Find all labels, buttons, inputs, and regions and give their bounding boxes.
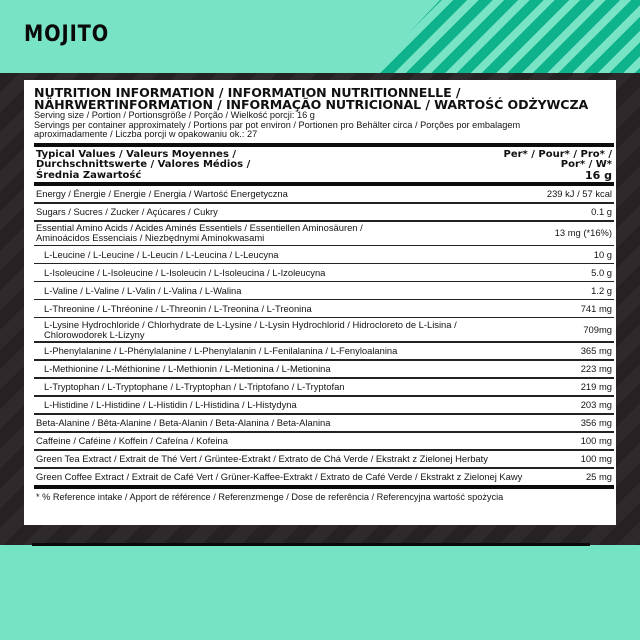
header-right-line: Per* / Pour* / Pro* /	[503, 148, 612, 160]
row-value: 203 mg	[580, 399, 612, 411]
row-label: L-Isoleucine / L-Isoleucine / L-Isoleucin / L-Isoleucina / L-Izoleucyna	[44, 266, 326, 278]
header-right-line: Por* / W*	[560, 159, 612, 171]
decorative-stripes	[340, 0, 640, 74]
servings-per-container-line1: Servings per container approximately / Portions par pot environ / Portionen pro Behälter circa / Porções por embalagem	[34, 119, 521, 130]
header-left-line: Durchschnittswerte / Valores Médios /	[36, 159, 251, 171]
table-row	[34, 282, 614, 299]
row-value: 0.1 g	[591, 206, 612, 218]
nutrition-label	[24, 80, 616, 525]
row-value: 709mg	[583, 323, 612, 335]
table-row	[34, 343, 614, 360]
header-left-line: Średnia Zawartość	[36, 169, 142, 181]
row-label	[36, 320, 457, 340]
row-value: 5.0 g	[591, 266, 612, 278]
row-value: 25 mg	[585, 471, 612, 483]
row-label: Sugars / Sucres / Zucker / Açúcares / Cukry	[36, 206, 218, 218]
table-row	[34, 397, 614, 414]
row-label-line: L-Lysine Hydrochloride / Chlorhydrate de L-Lysine / L-Lysin Hydrochlorid / Hidrocloreto de L-Lisina /	[44, 318, 457, 330]
row-label: L-Valine / L-Valine / L-Valin / L-Valina / L-Walina	[44, 284, 242, 296]
table-row	[34, 246, 614, 263]
reference-intake-footnote: * % Reference intake / Apport de référence / Referenzmenge / Dose de referência / Referencyjna wartość spożycia	[36, 492, 504, 503]
table-row	[34, 264, 614, 281]
table-row	[34, 186, 614, 203]
row-value: 741 mg	[580, 302, 612, 314]
row-label: Green Tea Extract / Extrait de Thé Vert / Grüntee-Extrakt / Extrato de Chá Verde / Ekstrakt z Zielonej Herbaty	[36, 453, 488, 465]
row-label: L-Methionine / L-Méthionine / L-Methionin / L-Metionina / L-Metionina	[44, 363, 331, 375]
table-row	[34, 300, 614, 317]
row-label: Green Coffee Extract / Extrait de Café Vert / Grüner-Kaffee-Extrakt / Extrato de Café Verde / Ekstrakt z Zielonej Kawy	[36, 471, 523, 483]
row-value: 239 kJ / 57 kcal	[546, 188, 612, 200]
servings-per-container-line2: aproximadamente / Liczba porcji w opakowaniu ok.: 27	[34, 129, 258, 140]
row-label-line: Essential Amino Acids / Acides Aminés Essentiels / Essentiellen Aminosäuren /	[36, 222, 363, 234]
row-label: Caffeine / Caféine / Koffein / Cafeína / Kofeina	[36, 435, 228, 447]
table-row	[34, 433, 614, 450]
table-row	[34, 222, 614, 245]
table-row	[34, 318, 614, 341]
flavor-banner	[0, 0, 640, 74]
row-label: L-Histidine / L-Histidine / L-Histidin / L-Histidina / L-Histydyna	[44, 399, 297, 411]
row-value: 13 mg (*16%)	[554, 227, 612, 239]
row-label-line: Chlorowodorek L-Lizyny	[44, 328, 145, 340]
serving-size: Serving size / Portion / Portionsgröße / Porção / Wielkość porcji: 16 g	[34, 110, 315, 120]
header-left-line: Typical Values / Valeurs Moyennes /	[36, 148, 237, 160]
table-row	[34, 415, 614, 432]
row-label: L-Phenylalanine / L-Phénylalanine / L-Phenylalanin / L-Fenilalanina / L-Fenyloalanina	[44, 345, 398, 357]
nutrition-table	[34, 143, 614, 506]
row-value: 365 mg	[580, 345, 612, 357]
row-label: L-Tryptophan / L-Tryptophane / L-Tryptophan / L-Triptofano / L-Tryptofan	[44, 381, 345, 393]
row-value: 356 mg	[580, 417, 612, 429]
row-value: 219 mg	[580, 381, 612, 393]
row-value: 100 mg	[580, 435, 612, 447]
row-label-line: Aminoácidos Essenciais / Niezbędnymi Aminokwasami	[36, 232, 265, 244]
row-value: 1.2 g	[591, 284, 612, 296]
row-label	[36, 223, 363, 243]
label-heading-line2: NÄHRWERTINFORMATION / INFORMAÇÃO NUTRICIONAL / WARTOŚĆ ODŻYWCZA	[34, 96, 589, 112]
table-row	[34, 451, 614, 468]
label-heading-line1: NUTRITION INFORMATION / INFORMATION NUTRITIONNELLE /	[34, 85, 461, 100]
header-per-serving	[504, 150, 612, 181]
row-label: Energy / Énergie / Energie / Energia / Wartość Energetyczna	[36, 188, 288, 200]
row-value: 223 mg	[580, 363, 612, 375]
table-header	[34, 147, 614, 182]
table-row	[34, 469, 614, 486]
row-label: L-Threonine / L-Thréonine / L-Threonin / L-Treonina / L-Treonina	[44, 302, 312, 314]
row-label: Beta-Alanine / Bêta-Alanine / Beta-Alanin / Beta-Alanina / Beta-Alanina	[36, 417, 331, 429]
table-row	[34, 361, 614, 378]
table-row	[34, 379, 614, 396]
header-typical-values	[36, 150, 250, 181]
flavor-title: MOJITO	[24, 22, 110, 47]
header-serving-size: 16 g	[584, 168, 612, 182]
divider	[32, 543, 590, 546]
row-value: 100 mg	[580, 453, 612, 465]
table-row	[34, 204, 614, 221]
row-value: 10 g	[593, 248, 612, 260]
row-label: L-Leucine / L-Leucine / L-Leucin / L-Leucina / L-Leucyna	[44, 248, 279, 260]
